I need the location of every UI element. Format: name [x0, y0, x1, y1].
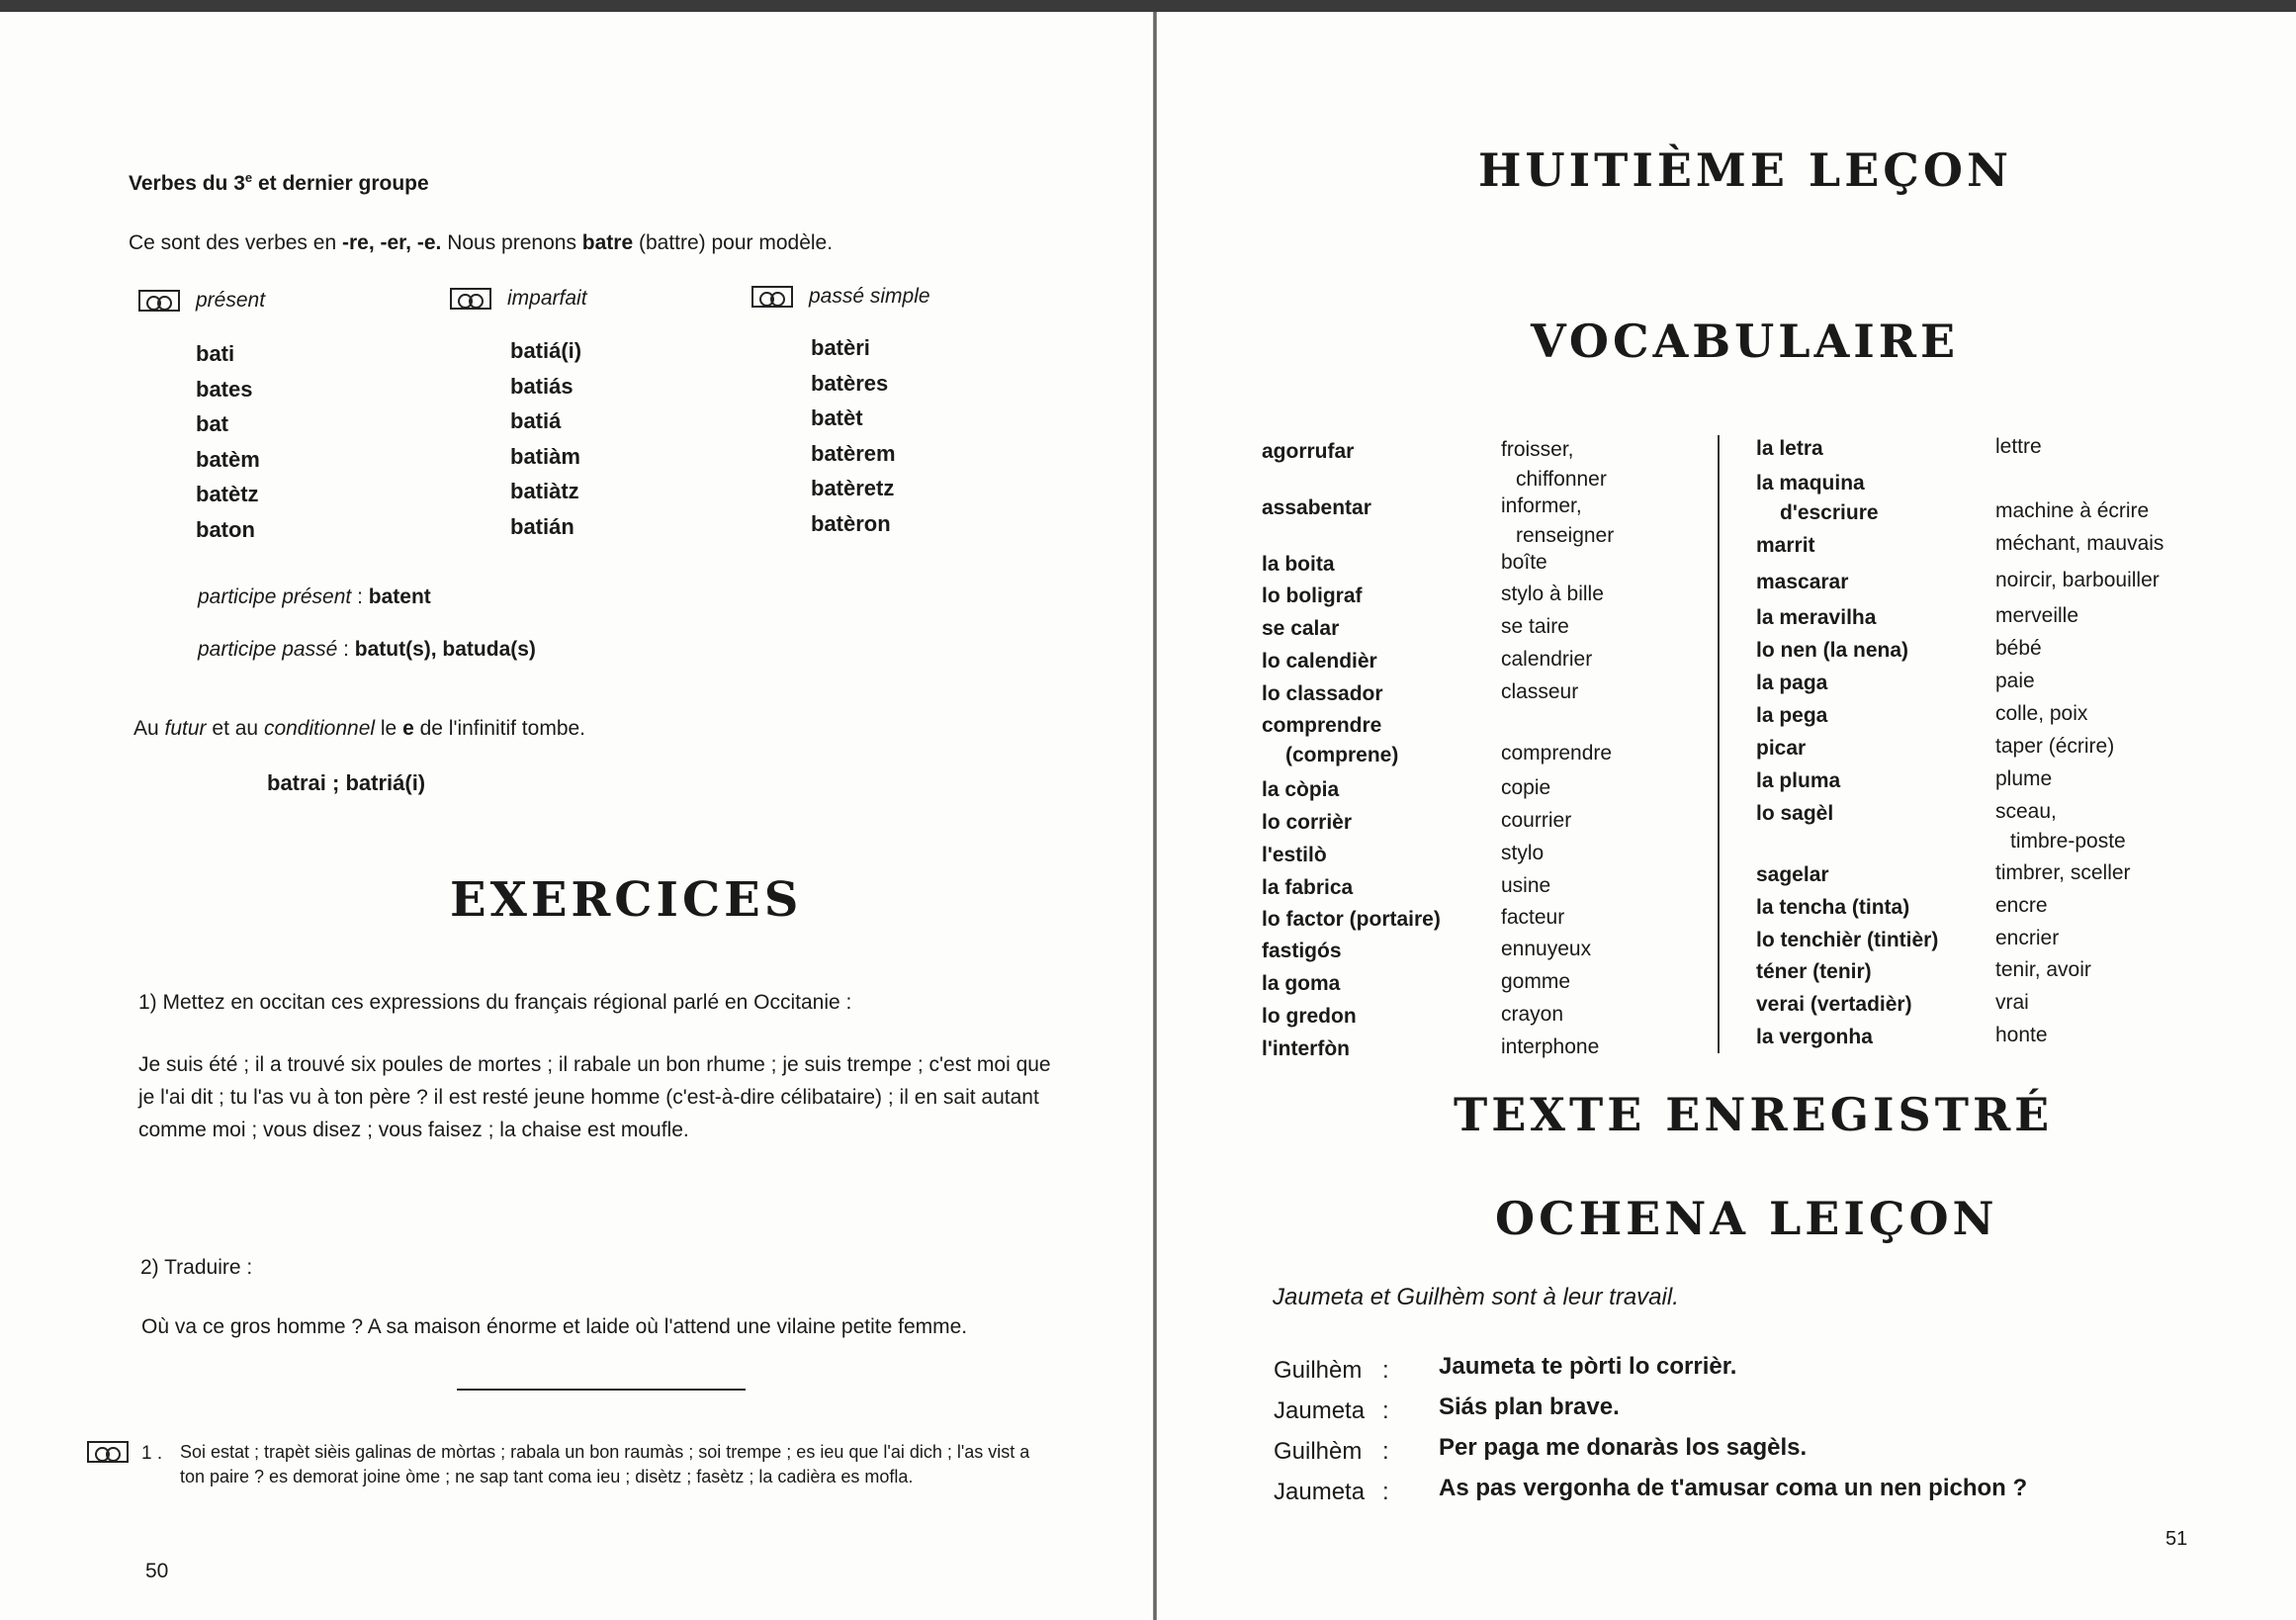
- footnote-cassette: [87, 1441, 129, 1468]
- vocab-definition: facteur: [1501, 906, 1565, 929]
- vocab-term: mascarar: [1756, 571, 1849, 593]
- page-number: 51: [2165, 1528, 2188, 1550]
- cassette-icon: [138, 290, 180, 312]
- dialogue-speaker: Jaumeta: [1274, 1479, 1366, 1505]
- vocab-term: picar: [1756, 737, 1807, 760]
- vocab-term: la tencha (tinta): [1756, 896, 1910, 919]
- vocab-definition: classeur: [1501, 680, 1579, 703]
- conjugation-form: batèretz: [811, 476, 895, 501]
- vocab-definition: stylo à bille: [1501, 583, 1604, 605]
- vocab-definition: encrier: [1995, 927, 2060, 949]
- vocab-definition: timbre-poste: [2010, 830, 2126, 853]
- exercise-2-instruction: 2) Traduire :: [140, 1256, 253, 1279]
- conjugation-form: bates: [196, 376, 253, 402]
- conjugation-form: batiàm: [510, 443, 580, 469]
- dialogue-speaker: Guilhèm: [1274, 1438, 1363, 1465]
- vocab-term: fastigós: [1262, 940, 1342, 962]
- left-page: [0, 12, 1153, 1620]
- lesson-title: HUITIÈME LEÇON: [1478, 143, 2013, 197]
- vocab-definition: colle, poix: [1995, 702, 2088, 725]
- vocab-definition: merveille: [1995, 604, 2079, 627]
- vocab-definition: vrai: [1995, 991, 2029, 1014]
- vocabulary-title: VOCABULAIRE: [1531, 315, 1960, 368]
- vocab-term: d'escriure: [1780, 501, 1879, 524]
- vocab-term: marrit: [1756, 534, 1815, 557]
- vocab-definition: ennuyeux: [1501, 938, 1592, 960]
- exercises-title: EXERCICES: [450, 872, 803, 928]
- vocab-definition: noircir, barbouiller: [1995, 569, 2160, 591]
- footnote-separator: [457, 1389, 746, 1391]
- vocab-definition: froisser,: [1501, 438, 1574, 461]
- conjugation-form: batèt: [811, 405, 863, 431]
- conjugation-form: batèm: [196, 446, 260, 472]
- cassette-icon: [450, 288, 491, 310]
- vocab-term: lo gredon: [1262, 1005, 1357, 1028]
- vocab-term: la paga: [1756, 672, 1828, 694]
- vocab-term: verai (vertadièr): [1756, 993, 1912, 1016]
- vocab-term: agorrufar: [1262, 440, 1355, 463]
- conjugation-form: batián: [510, 513, 574, 539]
- conjugation-form: baton: [196, 516, 255, 542]
- vocab-term: téner (tenir): [1756, 960, 1872, 983]
- conjugation-form: batiás: [510, 373, 574, 399]
- cassette-icon: [87, 1441, 129, 1463]
- conjugation-form: batères: [811, 370, 889, 396]
- vocab-definition: interphone: [1501, 1035, 1600, 1058]
- participle-present: participe présent : batent: [198, 585, 431, 608]
- conjugation-form: batèri: [811, 335, 870, 360]
- intro-paragraph: Ce sont des verbes en -re, -er, -e. Nous prenons batre (battre) pour modèle.: [129, 231, 834, 254]
- vocab-definition: tenir, avoir: [1995, 958, 2091, 981]
- vocab-definition: se taire: [1501, 615, 1569, 638]
- vocab-term: la meravilha: [1756, 606, 1877, 629]
- vocab-term: la pega: [1756, 704, 1828, 727]
- vocab-definition: honte: [1995, 1024, 2048, 1046]
- dialogue-line: Siás plan brave.: [1439, 1394, 1620, 1420]
- vocab-term: lo classador: [1262, 682, 1383, 705]
- vocab-term: l'estilò: [1262, 844, 1327, 866]
- dialogue-colon: :: [1382, 1397, 1389, 1424]
- vocab-definition: informer,: [1501, 495, 1582, 517]
- vocab-term: la pluma: [1756, 769, 1841, 792]
- conjugation-form: batèron: [811, 510, 891, 536]
- conjugation-form: bati: [196, 341, 235, 366]
- vocab-term: lo calendièr: [1262, 650, 1377, 673]
- vocab-term: sagelar: [1756, 863, 1829, 886]
- conjugation-form: batiàtz: [510, 479, 579, 504]
- dialogue-line: Jaumeta te pòrti lo corrièr.: [1439, 1353, 1737, 1380]
- tense-header-imparfait: imparfait: [450, 287, 587, 311]
- conjugation-form: batètz: [196, 482, 259, 507]
- vocab-term: lo boligraf: [1262, 585, 1363, 607]
- vocab-term: la fabrica: [1262, 876, 1354, 899]
- vocab-term: la vergonha: [1756, 1026, 1873, 1048]
- vocab-definition: stylo: [1501, 842, 1545, 864]
- futur-forms: batrai ; batriá(i): [267, 770, 426, 795]
- participle-passe: participe passé : batut(s), batuda(s): [198, 638, 536, 661]
- cassette-icon: [751, 286, 793, 308]
- vocab-term: lo corrièr: [1262, 811, 1353, 834]
- vocab-definition: encre: [1995, 894, 2048, 917]
- vocab-definition: renseigner: [1516, 524, 1615, 547]
- vocab-term: lo factor (portaire): [1262, 908, 1441, 931]
- vocab-definition: lettre: [1995, 435, 2042, 458]
- dialogue-line: As pas vergonha de t'amusar coma un nen pichon ?: [1439, 1475, 2028, 1501]
- exercise-1-text: Je suis été ; il a trouvé six poules de mortes ; il rabale un bon rhume ; je suis trempe ; c'est moi que je l'ai dit ; tu l'as vu à ton père ? il est resté jeune homme (c'est-à-dire célibataire) ; il en sait autant comme moi ; vous disez ; vous faisez ; la chaise est moufle.: [138, 1053, 1051, 1141]
- conjugation-passe-simple: [811, 330, 896, 542]
- vocab-definition: usine: [1501, 874, 1551, 897]
- conjugation-present: [196, 336, 260, 548]
- dialogue-line: Per paga me donaràs los sagèls.: [1439, 1434, 1808, 1461]
- vocab-definition: copie: [1501, 776, 1551, 799]
- vocab-definition: taper (écrire): [1995, 735, 2115, 758]
- vocab-definition: machine à écrire: [1995, 499, 2150, 522]
- vocab-definition: chiffonner: [1516, 468, 1607, 491]
- vocab-term: assabentar: [1262, 496, 1371, 519]
- vocab-term: l'interfòn: [1262, 1037, 1350, 1060]
- dialogue-colon: :: [1382, 1479, 1389, 1505]
- vocab-definition: calendrier: [1501, 648, 1593, 671]
- vocab-definition: timbrer, sceller: [1995, 861, 2131, 884]
- conjugation-form: bat: [196, 411, 228, 437]
- dialogue-speaker: Guilhèm: [1274, 1357, 1363, 1384]
- vocab-term: (comprene): [1285, 744, 1399, 766]
- section-heading: Verbes du 3e et dernier groupe: [129, 170, 429, 195]
- occitan-lesson-title: OCHENA LEIÇON: [1495, 1192, 1998, 1245]
- vocab-term: la còpia: [1262, 778, 1340, 801]
- vocab-definition: boîte: [1501, 551, 1547, 574]
- page-number: 50: [145, 1560, 169, 1582]
- dialogue-colon: :: [1382, 1357, 1389, 1384]
- tense-header-present: présent: [138, 289, 265, 313]
- conjugation-form: batiá(i): [510, 338, 582, 363]
- tense-header-passe-simple: passé simple: [751, 285, 930, 309]
- vocab-definition: méchant, mauvais: [1995, 532, 2164, 555]
- vocab-term: se calar: [1262, 617, 1340, 640]
- exercise-2-text: Où va ce gros homme ? A sa maison énorme et laide où l'attend une vilaine petite femme.: [141, 1315, 968, 1338]
- dialogue-colon: :: [1382, 1438, 1389, 1465]
- vocab-definition: plume: [1995, 767, 2053, 790]
- vocab-definition: gomme: [1501, 970, 1571, 993]
- vocabulary-divider: [1718, 435, 1720, 1053]
- vocab-term: la goma: [1262, 972, 1341, 995]
- vocab-definition: paie: [1995, 670, 2035, 692]
- vocab-definition: sceau,: [1995, 800, 2057, 823]
- vocab-term: lo tenchièr (tintièr): [1756, 929, 1939, 951]
- conjugation-form: batiá: [510, 408, 562, 434]
- vocab-term: la boita: [1262, 553, 1335, 576]
- vocab-term: lo sagèl: [1756, 802, 1834, 825]
- vocab-term: lo nen (la nena): [1756, 639, 1909, 662]
- dialogue-intro: Jaumeta et Guilhèm sont à leur travail.: [1273, 1284, 1679, 1310]
- vocab-definition: comprendre: [1501, 742, 1613, 765]
- recorded-text-title: TEXTE ENREGISTRÉ: [1454, 1088, 2054, 1141]
- vocab-term: comprendre: [1262, 714, 1382, 737]
- vocab-term: la maquina: [1756, 472, 1865, 495]
- dialogue-speaker: Jaumeta: [1274, 1397, 1366, 1424]
- exercise-1-instruction: 1) Mettez en occitan ces expressions du français régional parlé en Occitanie :: [138, 991, 852, 1014]
- vocab-definition: courrier: [1501, 809, 1572, 832]
- vocab-definition: bébé: [1995, 637, 2042, 660]
- footnote-number: 1 .: [141, 1443, 163, 1464]
- vocab-definition: crayon: [1501, 1003, 1564, 1026]
- futur-note: Au futur et au conditionnel le e de l'infinitif tombe.: [133, 717, 586, 740]
- footnote-text: Soi estat ; trapèt sièis galinas de mòrtas ; rabala un bon raumàs ; soi trempe ; es ieu que l'ai dich ; l'as vist a ton paire ? es demorat joine òme ; ne sap tant coma ieu ; disètz ; fasètz ; la cadièra es mofla.: [180, 1442, 1030, 1486]
- vocab-term: la letra: [1756, 437, 1823, 460]
- conjugation-form: batèrem: [811, 440, 896, 466]
- conjugation-imparfait: [510, 333, 581, 545]
